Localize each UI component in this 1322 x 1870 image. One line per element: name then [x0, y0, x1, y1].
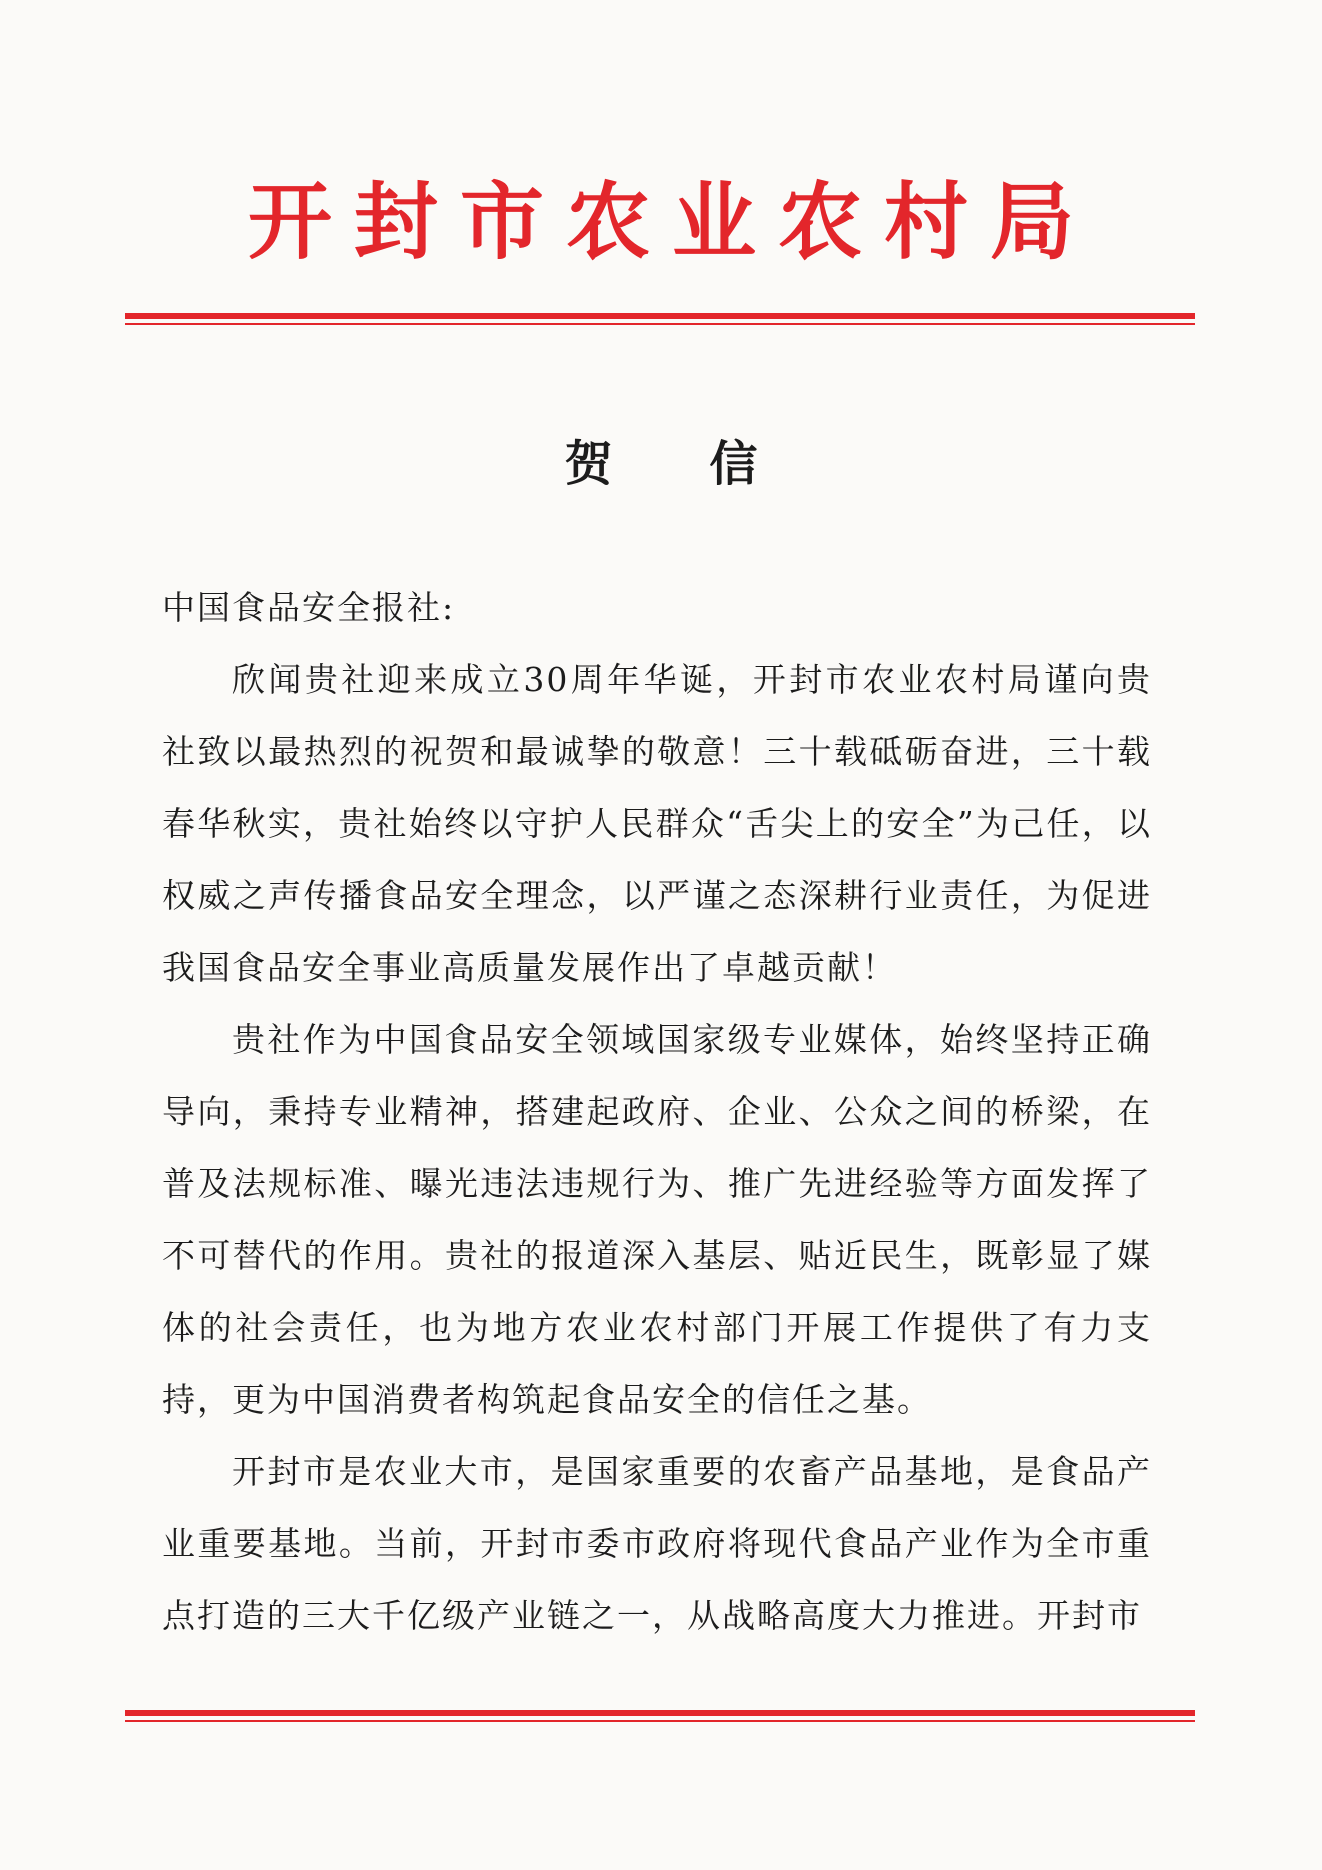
footer-rule-thick: [125, 1710, 1195, 1716]
footer-rule-thin: [125, 1720, 1195, 1722]
document-title: 贺 信: [564, 436, 798, 492]
paragraph-1: 欣闻贵社迎来成立30周年华诞，开封市农业农村局谨向贵社致以最热烈的祝贺和最诚挚的敬意！三十载砥砺奋进，三十载春华秋实，贵社始终以守护人民群众“舌尖上的安全”为己任，以权威之声传播食品安全理念，以严谨之态深耕行业责任，为促进我国食品安全事业高质量发展作出了卓越贡献！: [162, 660, 1152, 987]
paragraph-3: 开封市是农业大市，是国家重要的农畜产品基地，是食品产业重要基地。当前，开封市委市政府将现代食品产业作为全市重点打造的三大千亿级产业链之一，从战略高度大力推进。开封市: [162, 1452, 1152, 1635]
salutation: 中国食品安全报社:: [162, 588, 456, 627]
letterhead-rule-top-thin: [125, 323, 1195, 325]
letterhead-rule-top-thick: [125, 313, 1195, 319]
letter-body: [162, 572, 1152, 1652]
letterhead-title: 开封市农业农村局: [247, 172, 1096, 271]
paragraph-2: 贵社作为中国食品安全领域国家级专业媒体，始终坚持正确导向，秉持专业精神，搭建起政府、企业、公众之间的桥梁，在普及法规标准、曝光违法违规行为、推广先进经验等方面发挥了不可替代的作用。贵社的报道深入基层、贴近民生，既彰显了媒体的社会责任，也为地方农业农村部门开展工作提供了有力支持，更为中国消费者构筑起食品安全的信任之基。: [162, 1020, 1152, 1419]
